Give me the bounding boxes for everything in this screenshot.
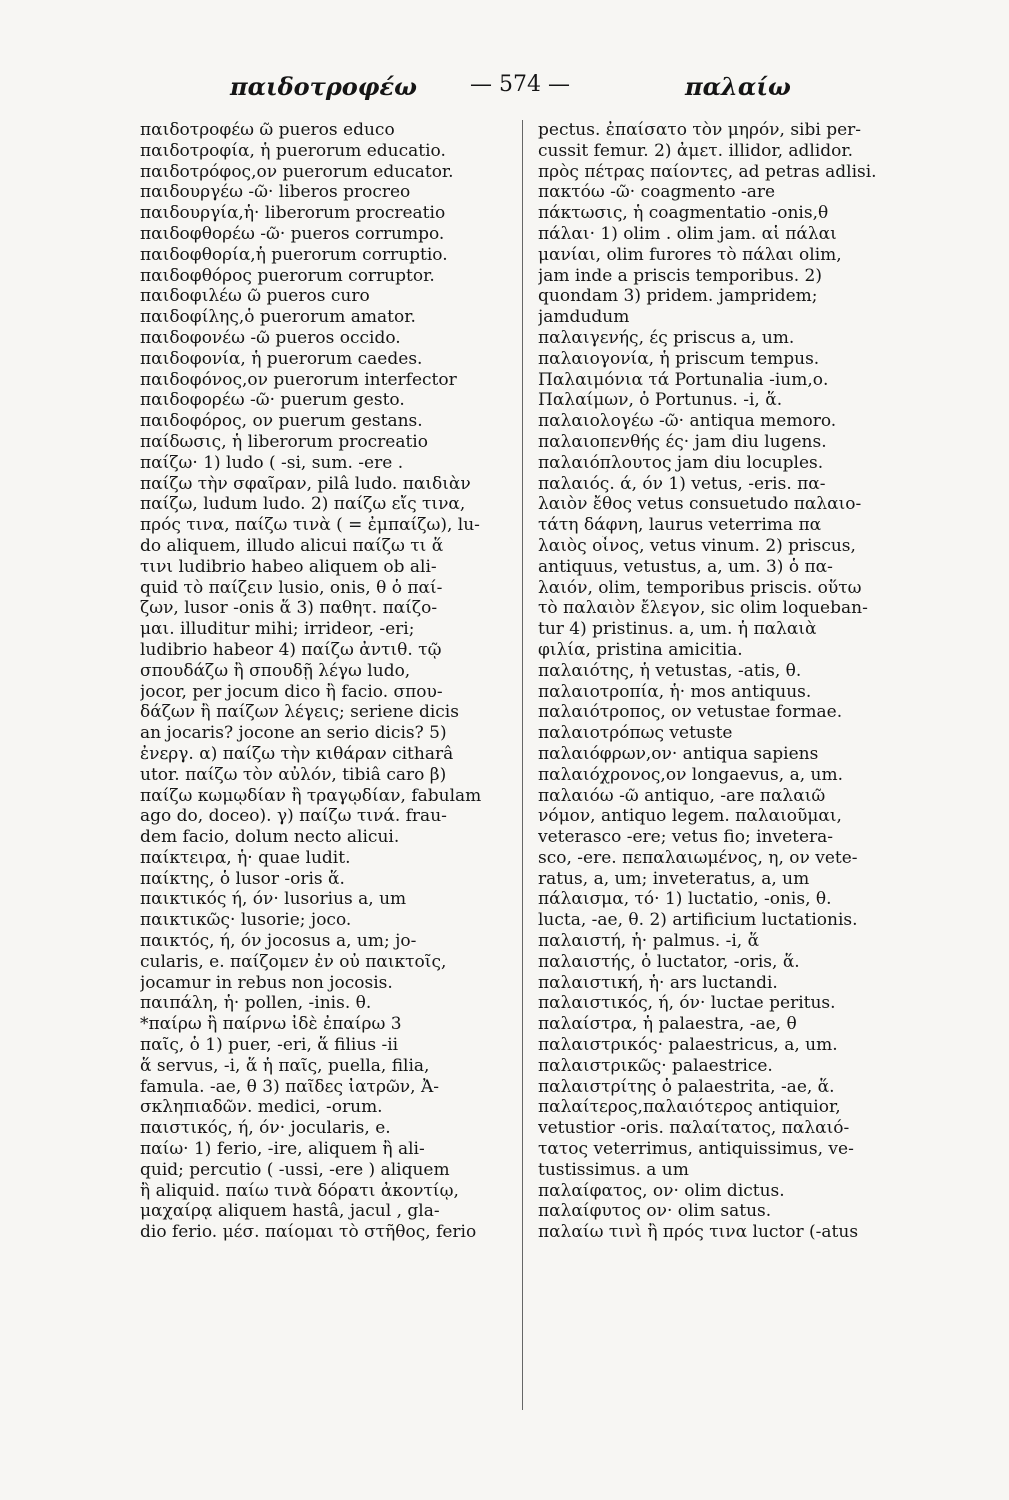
entry-line: δάζων ἢ παίζων λέγεις; seriene dicis [140, 702, 459, 723]
entry-line: Παλαίμων, ὁ Portunus. -i, ἅ. [538, 390, 783, 411]
entry-line: παικτός, ή, όν jocosus a, um; jo- [140, 931, 417, 952]
entry-line: πάλαισμα, τό· 1) luctatio, -onis, θ. [538, 889, 832, 910]
entry-line: τάτη δάφνη, laurus veterrima πα [538, 515, 822, 536]
entry-line: παλαιοτρόπως vetuste [538, 723, 733, 744]
entry-line: παλαιός. ά, όν 1) vetus, -eris. πα- [538, 473, 826, 494]
entry-line: μανίαι, olim furores τὸ πάλαι olim, [538, 244, 842, 265]
entry-line: παιδοφονέω -ῶ pueros occido. [140, 327, 401, 348]
entry-line: παιδοφορέω -ῶ· puerum gesto. [140, 390, 405, 411]
entry-line: tur 4) pristinus. a, um. ἡ παλαιὰ [538, 619, 817, 640]
entry-line: παιστικός, ή, όν· jocularis, e. [140, 1118, 391, 1139]
entry-line: ago do, doceo). γ) παίζω τινά. frau- [140, 806, 447, 827]
entry-line: jamdudum [538, 307, 630, 328]
left-column [140, 120, 530, 1243]
entry-line: παλαιογονία, ἡ priscum tempus. [538, 348, 820, 369]
entry-line: παλαιγενής, ές priscus a, um. [538, 327, 795, 348]
entry-line: παλαιόφρων,ον· antiqua sapiens [538, 743, 819, 764]
entry-line: μαχαίρᾳ aliquem hastâ, jacul , gla- [140, 1201, 440, 1222]
entry-line: παλαιότροπος, ον vetustae formae. [538, 702, 843, 723]
entry-line: παλαιστική, ἡ· ars luctandi. [538, 972, 778, 993]
entry-line: παιδοφιλέω ῶ pueros curo [140, 286, 370, 307]
entry-line: παιδοτροφία, ἡ puerorum educatio. [140, 140, 446, 161]
entry-line: παιδουργέω -ῶ· liberos procreo [140, 182, 411, 203]
running-head-right: παλαίω [685, 72, 791, 101]
entry-line: famula. -ae, θ 3) παῖδες ἰατρῶν, Ἀ- [140, 1076, 439, 1097]
entry-line: παίκτης, ὁ lusor -oris ἅ. [140, 868, 345, 889]
entry-line: παιδοφθορία,ἡ puerorum corruptio. [140, 244, 448, 265]
entry-line: λαιόν, olim, temporibus priscis. οὕτω [538, 577, 862, 598]
entry-line: παλαιστή, ἡ· palmus. -i, ἅ [538, 931, 760, 952]
page-header [140, 72, 940, 112]
entry-line: Παλαιμόνια τά Portunalia -ium,ο. [538, 369, 829, 390]
entry-line: an jocaris? jocone an serio dicis? 5) [140, 723, 447, 744]
entry-line: cularis, e. παίζομεν ἐν οὐ παικτοῖς, [140, 951, 447, 972]
entry-line: παικτικῶς· lusorie; joco. [140, 910, 352, 931]
right-column [538, 120, 933, 1243]
entry-line: παιδοτροφέω ῶ pueros educo [140, 120, 395, 140]
entry-line: πρὸς πέτρας παίοντες, ad petras adlisi. [538, 161, 877, 182]
entry-line: quondam 3) pridem. jampridem; [538, 286, 818, 307]
entry-line: παιδοφονία, ἡ puerorum caedes. [140, 348, 423, 369]
entry-line: παίζω κωμῳδίαν ἢ τραγῳδίαν, fabulam [140, 785, 482, 806]
entry-line: παιδοφθόρος puerorum corruptor. [140, 265, 435, 286]
entry-line: σκληπιαδῶν. medici, -orum. [140, 1097, 383, 1118]
entry-line: παίζω· 1) ludo ( -si, sum. -ere . [140, 452, 404, 473]
entry-line: παλαιστής, ὁ luctator, -oris, ἅ. [538, 951, 800, 972]
entry-line: παίκτειρα, ἡ· quae ludit. [140, 847, 351, 868]
entry-line: παιδοφίλης,ὁ puerorum amator. [140, 307, 416, 328]
entry-line: pectus. ἐπαίσατο τὸν μηρόν, sibi per- [538, 120, 862, 140]
entry-line: φιλία, pristina amicitia. [538, 639, 743, 660]
entry-line: παλαιστρικός· palaestricus, a, um. [538, 1035, 838, 1056]
entry-line: παλαιόχρονος,ον longaevus, a, um. [538, 764, 844, 785]
entry-line: ἢ aliquid. παίω τινὰ δόρατι ἀκοντίῳ, [140, 1180, 459, 1201]
entry-line: παῖς, ὁ 1) puer, -eri, ἅ filius -ii [140, 1035, 399, 1056]
entry-line: τινι ludibrio habeo aliquem ob ali- [140, 556, 437, 577]
entry-line: veterasco -ere; vetus fio; invetera- [538, 827, 834, 848]
entry-line: ludibrio habeor 4) παίζω ἀντιθ. τῷ [140, 639, 442, 660]
entry-line: πακτόω -ῶ· coagmento -are [538, 182, 776, 203]
entry-line: utor. παίζω τὸν αὐλόν, tibiâ caro β) [140, 764, 447, 785]
entry-line: παλαιόω -ῶ antiquo, -are παλαιῶ [538, 785, 826, 806]
entry-line: παιδοτρόφος,ον puerorum educator. [140, 161, 454, 182]
entry-line: παλαιολογέω -ῶ· antiqua memoro. [538, 411, 837, 432]
entry-line: παίζω, ludum ludo. 2) παίζω εἴς τινα, [140, 494, 466, 515]
entry-line: jocor, per jocum dico ἢ facio. σπου- [140, 681, 443, 702]
page-number: — 574 — [470, 72, 570, 97]
entry-line: παλαίφατος, ον· olim dictus. [538, 1180, 785, 1201]
entry-line: παλαίφυτος ον· olim satus. [538, 1201, 772, 1222]
entry-line: πρός τινα, παίζω τινὰ ( = ἐμπαίζω), lu- [140, 515, 480, 536]
entry-line: dem facio, dolum necto alicui. [140, 827, 400, 848]
entry-line: *παίρω ἢ παίρνω ἰδὲ ἐπαίρω 3 [140, 1014, 402, 1035]
entry-line: λαιὸν ἔθος vetus consuetudo παλαιο- [538, 494, 862, 515]
entry-line: σπουδάζω ἢ σπουδῇ λέγω ludo, [140, 660, 411, 681]
entry-line: νόμον, antiquo legem. παλαιοῦμαι, [538, 806, 842, 827]
entry-line: dio ferio. μέσ. παίομαι τὸ στῆθος, ferio [140, 1222, 477, 1243]
entry-line: παίζω τὴν σφαῖραν, pilâ ludo. παιδιὰν [140, 473, 471, 494]
entry-line: παιδουργία,ἡ· liberorum procreatio [140, 203, 446, 224]
entry-line: παλαιστικός, ή, όν· luctae peritus. [538, 993, 836, 1014]
entry-line: ἐνεργ. α) παίζω τὴν κιθάραν citharâ [140, 743, 454, 764]
entry-line: lucta, -ae, θ. 2) artificium luctationis. [538, 910, 858, 931]
entry-line: ratus, a, um; inveteratus, a, um [538, 868, 810, 889]
entry-line: παικτικός ή, όν· lusorius a, um [140, 889, 407, 910]
entry-line: tustissimus. a um [538, 1159, 689, 1180]
entry-line: παλαιστρίτης ὁ palaestrita, -ae, ἅ. [538, 1076, 835, 1097]
entry-line: vetustior -oris. παλαίτατος, παλαιό- [538, 1118, 850, 1139]
entry-line: παιπάλη, ἡ· pollen, -inis. θ. [140, 993, 372, 1014]
entry-line: παλαιοτροπία, ἡ· mos antiquus. [538, 681, 812, 702]
entry-line: παλαίστρα, ἡ palaestra, -ae, θ [538, 1014, 797, 1035]
entry-line: jocamur in rebus non jocosis. [140, 972, 393, 993]
entry-line: quid; percutio ( -ussi, -ere ) aliquem [140, 1159, 450, 1180]
entry-line: ζων, lusor -onis ἅ 3) παθητ. παίζο- [140, 598, 438, 619]
entry-line: ἅ servus, -i, ἅ ἡ παῖς, puella, filia, [140, 1055, 430, 1076]
entry-line: παλαιοπενθής ές· jam diu lugens. [538, 431, 827, 452]
entry-line: cussit femur. 2) ἀμετ. illidor, adlidor. [538, 140, 854, 161]
entry-line: τατος veterrimus, antiquissimus, ve- [538, 1139, 854, 1160]
entry-line: μαι. illuditur mihi; irrideor, -eri; [140, 619, 415, 640]
entry-line: quid τὸ παίζειν lusio, onis, θ ὁ παί- [140, 577, 443, 598]
entry-line: παίω· 1) ferio, -ire, aliquem ἢ ali- [140, 1139, 425, 1160]
entry-line: παλαίω τινὶ ἢ πρός τινα luctor (-atus [538, 1222, 859, 1243]
entry-line: παλαίτερος,παλαιότερος antiquior, [538, 1097, 841, 1118]
entry-line: τὸ παλαιὸν ἔλεγον, sic olim loqueban- [538, 598, 868, 619]
entry-line: λαιὸς οἶνος, vetus vinum. 2) priscus, [538, 535, 856, 556]
entry-line: παλαιότης, ἡ vetustas, -atis, θ. [538, 660, 802, 681]
entry-line: παιδοφθορέω -ῶ· pueros corrumpo. [140, 223, 445, 244]
entry-line: sco, -ere. πεπαλαιωμένος, η, ον vete- [538, 847, 858, 868]
entry-line: παίδωσις, ἡ liberorum procreatio [140, 431, 428, 452]
entry-line: παλαιόπλουτος jam diu locuples. [538, 452, 824, 473]
entry-line: παιδοφόρος, ον puerum gestans. [140, 411, 423, 432]
entry-line: do aliquem, illudo alicui παίζω τι ἅ [140, 535, 444, 556]
running-head-left: παιδοτροφέω [230, 72, 417, 101]
entry-line: πάκτωσις, ἡ coagmentatio -onis,θ [538, 203, 829, 224]
entry-line: παιδοφόνος,ον puerorum interfector [140, 369, 457, 390]
entry-line: antiquus, vetustus, a, um. 3) ὁ πα- [538, 556, 833, 577]
entry-line: πάλαι· 1) olim . olim jam. αἱ πάλαι [538, 223, 837, 244]
entry-line: jam inde a priscis temporibus. 2) [538, 265, 822, 286]
entry-line: παλαιστρικῶς· palaestrice. [538, 1055, 773, 1076]
